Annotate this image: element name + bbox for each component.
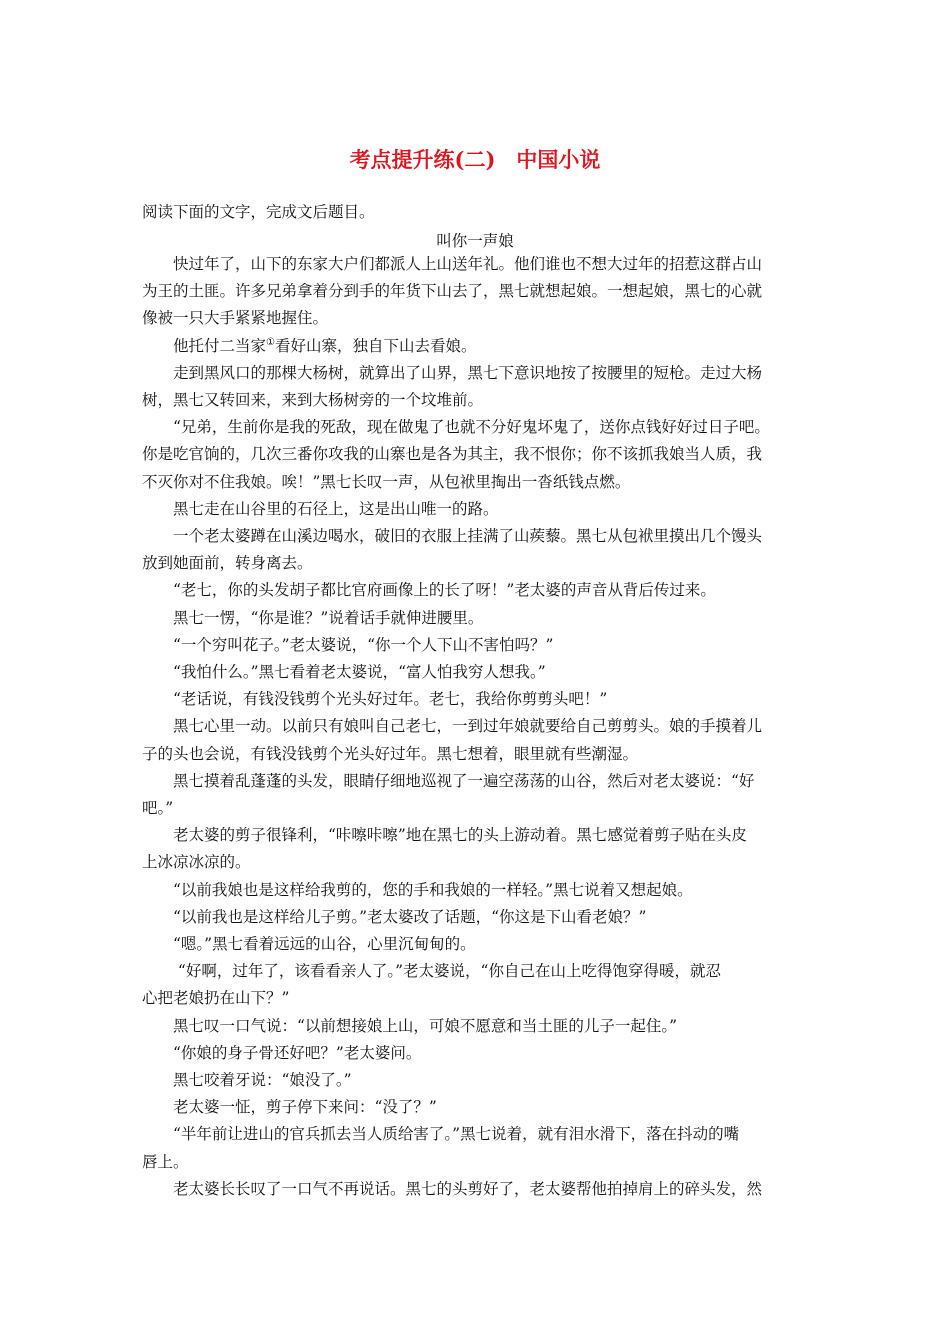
paragraph-line: 黑七摸着乱蓬蓬的头发，眼睛仔细地巡视了一遍空荡荡的山谷，然后对老太婆说：“好: [142, 771, 755, 790]
paragraph-line: 你是吃官饷的，几次三番你攻我的山寨也是各为其主，我不恨你；你不该抓我娘当人质，我: [142, 445, 763, 464]
paragraph-line: “老七，你的头发胡子都比官府画像上的长了呀！”老太婆的声音从背后传过来。: [142, 581, 716, 600]
story-title: 叫你一声娘: [436, 232, 514, 250]
paragraph-line: 放到她面前，转身离去。: [142, 554, 313, 573]
paragraph-line: 黑七心里一动。以前只有娘叫自己老七，一到过年娘就要给自己剪剪头。娘的手摸着儿: [142, 717, 763, 736]
paragraph-line: “老话说，有钱没钱剪个光头好过年。老七，我给你剪剪头吧！”: [142, 690, 608, 709]
paragraph-line: 树，黑七又转回来，来到大杨树旁的一个坟堆前。: [142, 391, 484, 409]
paragraph-line: “兄弟，生前你是我的死敌，现在做鬼了也就不分好鬼坏鬼了，送你点钱好好过日子吧。: [142, 418, 770, 437]
paragraph-line: 一个老太婆蹲在山溪边喝水，破旧的衣服上挂满了山蒺藜。黑七从包袱里摸出几个馒头: [142, 527, 763, 545]
paragraph-line: “我怕什么。”黑七看着老太婆说，“富人怕我穷人想我。”: [142, 663, 546, 681]
paragraph-line: 黑七咬着牙说：“娘没了。”: [142, 1071, 352, 1089]
paragraph-line: 上冰凉冰凉的。: [142, 853, 251, 872]
paragraph-line: 老太婆的剪子很锋利，“咔嚓咔嚓”地在黑七的头上游动着。黑七感觉着剪子贴在头皮: [142, 826, 747, 845]
paragraph-line: “以前我也是这样给儿子剪。”老太婆改了话题，“你这是下山看老娘？”: [142, 907, 647, 926]
paragraph-line: “一个穷叫花子。”老太婆说，“你一个人下山不害怕吗？”: [142, 635, 554, 654]
paragraph-line: 子的头也会说，有钱没钱剪个光头好过年。黑七想着，眼里就有些潮湿。: [142, 744, 639, 763]
paragraph-line: 走到黑风口的那棵大杨树，就算出了山界，黑七下意识地按了按腰里的短枪。走过大杨: [142, 363, 763, 382]
page-title: 考点提升练(二) 中国小说: [349, 147, 601, 172]
paragraph-line: 唇上。: [142, 1152, 189, 1171]
paragraph-line: “你娘的身子骨还好吧？”老太婆问。: [142, 1043, 422, 1062]
paragraph-line: 老太婆一怔，剪子停下来问：“没了？”: [142, 1098, 437, 1117]
paragraph-line: 不灭你对不住我娘。唉！”黑七长叹一声，从包袱里掏出一沓纸钱点燃。: [142, 472, 631, 491]
reading-instruction: 阅读下面的文字，完成文后题目。: [142, 203, 375, 221]
paragraph-line: 黑七走在山谷里的石径上，这是出山唯一的路。: [142, 499, 499, 518]
paragraph-line: 像被一只大手紧紧地握住。: [142, 309, 329, 328]
paragraph-line: 为王的土匪。许多兄弟拿着分到手的年货下山去了，黑七就想起娘。一想起娘，黑七的心就: [142, 282, 763, 301]
paragraph-line: 快过年了，山下的东家大户们都派人上山送年礼。他们谁也不想大过年的招惹这群占山: [142, 255, 763, 273]
paragraph-line: 他托付二当家①看好山寨，独自下山去看娘。: [142, 336, 477, 355]
paragraph-line: “嗯。”黑七看着远远的山谷，心里沉甸甸的。: [142, 935, 476, 953]
paragraph-line: 心把老娘扔在山下？”: [142, 989, 290, 1008]
paragraph-line: “以前我娘也是这样给我剪的，您的手和我娘的一样轻。”黑七说着又想起娘。: [142, 880, 693, 899]
paragraph-line: 吧。”: [142, 799, 174, 817]
paragraph-line: 老太婆长长叹了一口气不再说话。黑七的头剪好了，老太婆帮他拍掉肩上的碎头发，然: [142, 1179, 763, 1198]
paragraph-line: 黑七一愣，“你是谁？”说着话手就伸进腰里。: [142, 608, 484, 627]
paragraph-line: “半年前让进山的官兵抓去当人质给害了。”黑七说着，就有泪水滑下，落在抖动的嘴: [142, 1125, 740, 1144]
footnote-marker: ①: [266, 336, 275, 348]
paragraph-line: 黑七叹一口气说：“以前想接娘上山，可娘不愿意和当土匪的儿子一起住。”: [142, 1016, 678, 1035]
paragraph-line: “好啊，过年了，该看看亲人了。”老太婆说，“你自己在山上吃得饱穿得暖，就忍: [142, 962, 721, 981]
